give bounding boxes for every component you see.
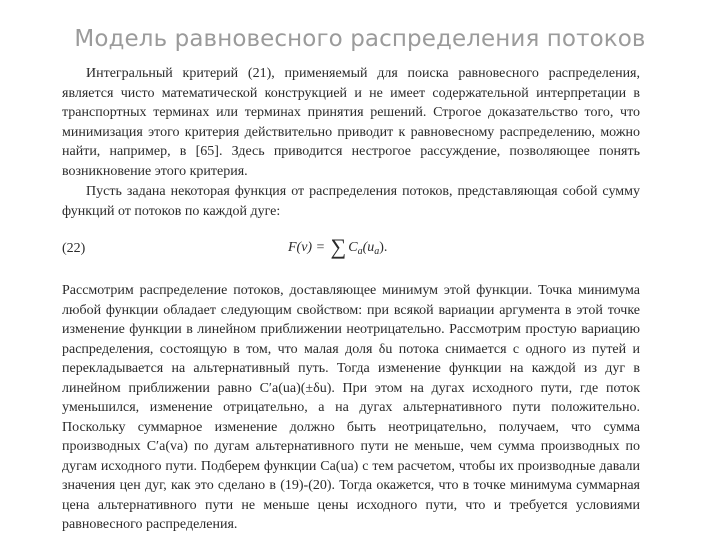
document-page: [62, 64, 640, 535]
equation-number: (22): [62, 241, 86, 256]
paragraph-function-definition: Пусть задана некоторая функция от распределения потоков, представляющая собой сумму функций от потоков по каждой дуге:: [62, 184, 640, 219]
summation-symbol: ∑: [330, 234, 347, 259]
equation-close: ).: [379, 240, 388, 255]
equation-argument: (u: [362, 240, 375, 255]
equation-formula: [288, 234, 388, 262]
equation-lhs: F(v) =: [288, 240, 329, 255]
paragraph-minimum-argument: Рассмотрим распределение потоков, доставляющее минимум этой функции. Точка минимума любой функции обладает следующим свойством: при всякой вариации аргумента в этой точке изменение функции в линейном приближении неотрицательно. Рассмотрим простую вариацию распределения, состоящую в том, что малая доля δu потока снимается с одного из путей и перекладывается на альтернативный путь. Тогда изменение функции на каждой из дуг в линейном приближении равно C′a(ua)(±δu). При этом на дугах исходного пути, где поток уменьшился, изменение отрицательно, а на дугах альтернативного пути положительно. Поскольку суммарное изменение должно быть неотрицательно, получаем, что сумма производных C′a(va) по дугам альтернативного пути не меньше, чем сумма производных по дугам исходного пути. Подберем функции Ca(ua) с тем расчетом, чтобы их производные давали значения цен дуг, как это сделано в (19)-(20). Тогда окажется, что в точке минимума суммарная цена альтернативного пути не меньше цены исходного пути, что и требуется условиями равновесного распределения.: [62, 283, 640, 532]
equation-term-subscript: a: [357, 246, 363, 257]
paragraph-integral-criterion: Интегральный критерий (21), применяемый для поиска равновесного распределения, является чисто математической конструкцией и не имеет содержательной интерпретации в транспортных терминах или терминах принятия решений. Строгое доказательство того, что минимизация этого критерия действительно приводит к равновесному распределению, можно найти, например, в [65]. Здесь приводится нестрогое рассуждение, позволяющее понять возникновение этого критерия.: [62, 66, 640, 179]
slide-title: Модель равновесного распределения потоков: [74, 26, 646, 52]
equation-term: C: [348, 240, 358, 255]
equation-22: [62, 227, 640, 273]
equation-argument-subscript: a: [374, 246, 380, 257]
